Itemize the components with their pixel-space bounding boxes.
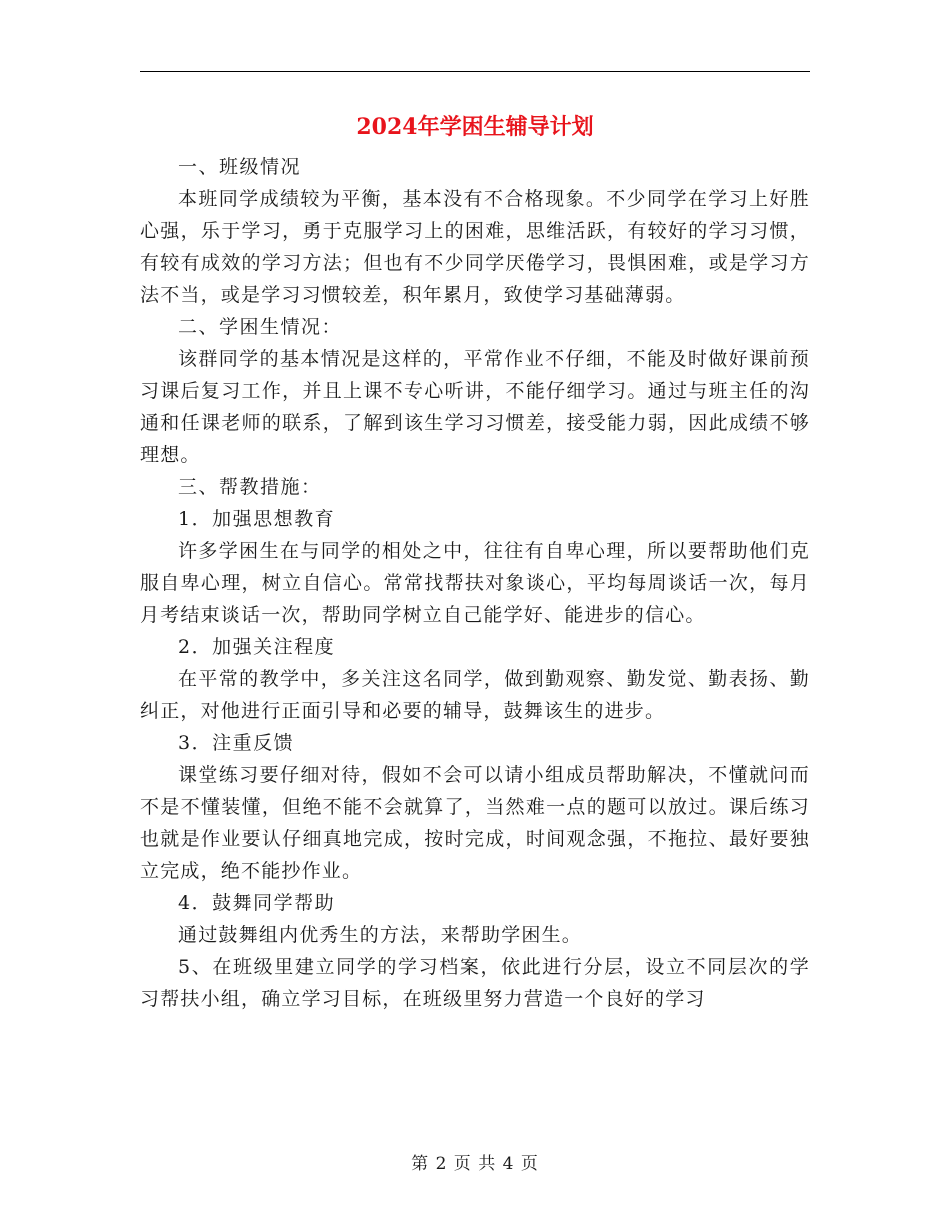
header-rule <box>140 71 810 72</box>
paragraph-attention: 在平常的教学中，多关注这名同学，做到勤观察、勤发觉、勤表扬、勤纠正，对他进行正面引导和必要的辅导，鼓舞该生的进步。 <box>140 668 810 722</box>
page-number-footer: 第 2 页 共 4 页 <box>411 1154 539 1174</box>
paragraph-peer-help: 通过鼓舞组内优秀生的方法，来帮助学困生。 <box>178 924 583 946</box>
paragraph-feedback: 课堂练习要仔细对待，假如不会可以请小组成员帮助解决，不懂就问而不是不懂装懂，但绝不能不会就算了，当然难一点的题可以放过。课后练习也就是作业要认仔细真地完成，按时完成，时间观念强，不拖拉、最好要独立完成，绝不能抄作业。 <box>140 764 810 882</box>
subheading-ideological-education: 1．加强思想教育 <box>178 508 336 530</box>
paragraph-learning-archive: 5、在班级里建立同学的学习档案，依此进行分层，设立不同层次的学习帮扶小组，确立学习目标，在班级里努力营造一个良好的学习 <box>140 956 810 1010</box>
section-heading-struggling-students: 二、学困生情况： <box>178 316 343 338</box>
document-body <box>140 151 810 1015</box>
subheading-feedback: 3．注重反馈 <box>178 732 295 754</box>
subheading-peer-help: 4．鼓舞同学帮助 <box>178 892 336 914</box>
paragraph-ideological-education: 许多学困生在与同学的相处之中，往往有自卑心理，所以要帮助他们克服自卑心理，树立自信心。常常找帮扶对象谈心，平均每周谈话一次，每月月考结束谈话一次，帮助同学树立自己能学好、能进步的信心。 <box>140 540 810 626</box>
subheading-attention: 2．加强关注程度 <box>178 636 336 658</box>
section-heading-class-situation: 一、班级情况 <box>178 156 302 178</box>
paragraph-struggling-students: 该群同学的基本情况是这样的，平常作业不仔细，不能及时做好课前预习课后复习工作，并且上课不专心听讲，不能仔细学习。通过与班主任的沟通和任课老师的联系，了解到该生学习习惯差，接受能力弱，因此成绩不够理想。 <box>140 348 810 466</box>
paragraph-class-situation: 本班同学成绩较为平衡，基本没有不合格现象。不少同学在学习上好胜心强，乐于学习，勇于克服学习上的困难，思维活跃，有较好的学习习惯，有较有成效的学习方法；但也有不少同学厌倦学习，畏惧困难，或是学习方法不当，或是学习习惯较差，积年累月，致使学习基础薄弱。 <box>140 188 810 306</box>
document-title: 2024年学困生辅导计划 <box>356 114 594 140</box>
section-heading-measures: 三、帮教措施： <box>178 476 322 498</box>
